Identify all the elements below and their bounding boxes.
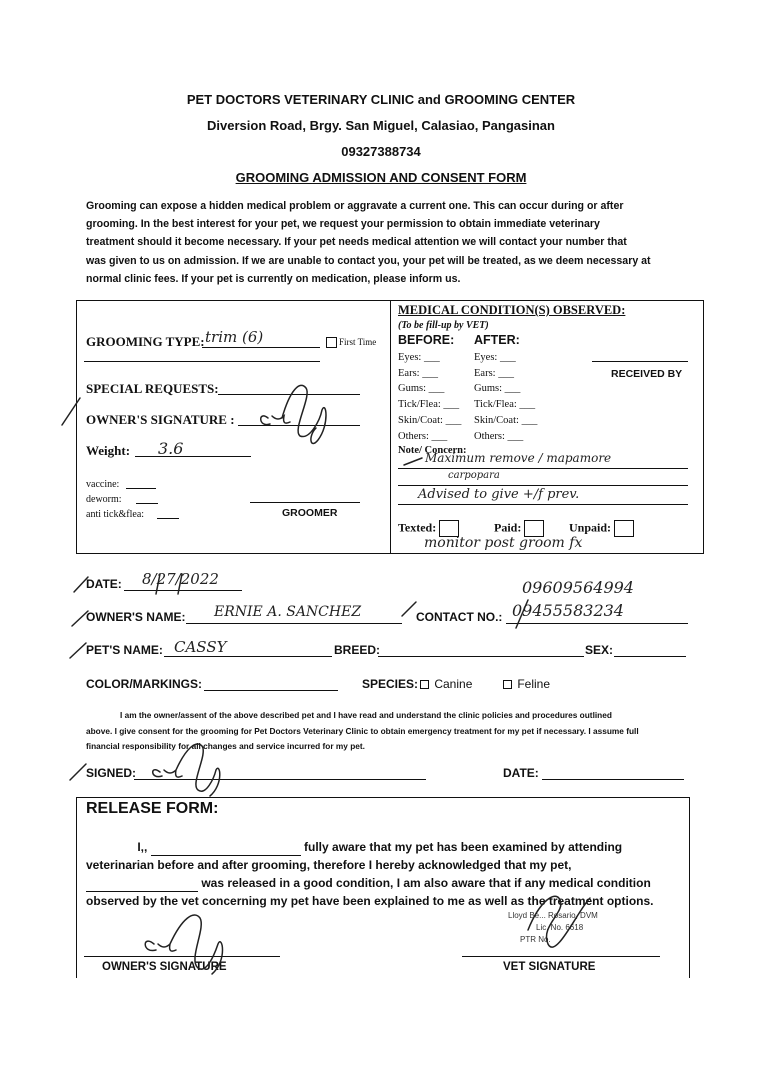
check-mark	[62, 398, 80, 425]
before-item: Ears: ___	[398, 367, 438, 379]
grooming-type-label: GROOMING TYPE:	[86, 334, 205, 349]
release-line-1b: fully aware that my pet has been examined by attending	[304, 840, 623, 854]
first-time-label: First Time	[339, 337, 377, 347]
vaccine-label: vaccine:	[86, 479, 120, 490]
strike-mark	[404, 458, 422, 465]
special-requests-label: SPECIAL REQUESTS:	[86, 381, 219, 396]
after-item: Skin/Coat: ___	[474, 414, 538, 426]
clinic-name: PET DOCTORS VETERINARY CLINIC and GROOMING CENTER	[186, 92, 576, 107]
note-line-3: Advised to give +/f prev.	[418, 487, 580, 502]
owner-name-label: OWNER'S NAME:	[86, 610, 186, 624]
vet-signature-label: VET SIGNATURE	[503, 961, 596, 973]
species-label: SPECIES:	[362, 677, 419, 691]
before-label: BEFORE:	[398, 333, 455, 347]
stamp-ptr: PTR No.	[520, 935, 551, 944]
stamp-license: Lic. No. 6618	[536, 923, 584, 932]
contact-value-2: 09455583234	[512, 601, 624, 620]
before-item: Gums: ___	[398, 383, 445, 395]
canine-label: Canine	[434, 677, 473, 691]
intro-line: normal clinic fees. If your pet is currently on medication, please inform us.	[86, 272, 461, 285]
intro-line: Grooming can expose a hidden medical problem or aggravate a current one. This can occur during or after	[86, 200, 624, 212]
antitick-label: anti tick&flea:	[86, 509, 145, 520]
pet-name-label: PET'S NAME:	[86, 643, 163, 657]
form-title: GROOMING ADMISSION AND CONSENT FORM	[235, 170, 527, 185]
stamp-name: Lloyd Be... Rosario, DVM	[508, 911, 598, 920]
after-item: Eyes: ___	[474, 352, 516, 363]
weight-value: 3.6	[158, 439, 184, 458]
color-label: COLOR/MARKINGS:	[86, 677, 202, 691]
after-item: Ears: ___	[474, 367, 514, 379]
contact-label: CONTACT NO.:	[416, 610, 503, 624]
after-item: Tick/Flea: ___	[474, 399, 536, 411]
release-line: veterinarian before and after grooming, therefore I hereby acknowledged that my pet,	[86, 858, 572, 872]
consent-date-label: DATE:	[503, 766, 539, 780]
consent-line: above. I give consent for the grooming for Pet Doctors Veterinary Clinic to obtain emergency treatment for my pet if necessary. I assume full	[86, 725, 639, 736]
intro-line: treatment should it become necessary. If your pet needs medical attention we will contact your number that	[86, 236, 627, 249]
before-item: Eyes: ___	[398, 352, 440, 363]
note-line-2: carpopara	[448, 470, 500, 481]
groomer-label: GROOMER	[282, 507, 338, 519]
before-item: Tick/Flea: ___	[398, 399, 460, 411]
release-line: observed by the vet concerning my pet have been explained to me as well as the treatment options.	[86, 894, 654, 908]
feline-label: Feline	[517, 677, 551, 691]
before-item: Skin/Coat: ___	[398, 414, 462, 426]
consent-line: financial responsibility for all changes and service incurred for my pet.	[86, 741, 365, 751]
check-mark	[72, 611, 88, 626]
pet-name-value: CASSY	[174, 638, 227, 656]
owner-signature-label: OWNER'S SIGNATURE :	[86, 412, 235, 427]
clinic-phone: 09327388734	[341, 144, 421, 159]
check-mark	[402, 602, 416, 616]
date-slashes	[156, 574, 182, 594]
release-line-3: was released in a good condition, I am also aware that if any medical condition	[201, 876, 651, 890]
owner-signature-scribble	[261, 385, 326, 443]
date-label: DATE:	[86, 577, 122, 591]
owner-signature-release-label: OWNER'S SIGNATURE	[102, 961, 227, 973]
note-line-1: Maximum remove / mapamore	[425, 451, 612, 465]
check-mark	[74, 577, 88, 592]
signed-label: SIGNED:	[86, 766, 137, 780]
grooming-type-value: trim (6)	[205, 328, 264, 346]
signed-scribble	[153, 744, 220, 796]
sex-label: SEX:	[585, 643, 614, 657]
paid-label: Paid:	[494, 520, 522, 535]
consent-line: I am the owner/assent of the above described pet and I have read and understand the clinic policies and procedures outlined	[120, 710, 612, 720]
intro-line: grooming. In the best interest for your pet, we request your permission to obtain immediate veterinary	[86, 218, 600, 231]
date-value: 8/27/2022	[142, 570, 219, 588]
note-label: Note/ Concern:	[398, 445, 467, 456]
texted-label: Texted:	[398, 520, 437, 535]
owner-name-value: ERNIE A. SANCHEZ	[214, 604, 362, 620]
release-line: I,, fully aware that my pet has been examined by attending	[137, 840, 623, 854]
received-by-label: RECEIVED BY	[611, 368, 683, 380]
breed-label: BREED:	[334, 643, 381, 657]
deworm-label: deworm:	[86, 494, 122, 505]
release-owner-scribble	[145, 915, 222, 974]
unpaid-label: Unpaid:	[569, 520, 612, 535]
before-item: Others: ___	[398, 430, 448, 442]
weight-label: Weight:	[86, 443, 131, 458]
contact-value-1: 09609564994	[522, 578, 634, 597]
clinic-address: Diversion Road, Brgy. San Miguel, Calasiao, Pangasinan	[207, 118, 555, 133]
contact-bracket	[516, 600, 528, 628]
vet-subtitle: (To be fill-up by VET)	[398, 320, 489, 331]
after-item: Others: ___	[474, 430, 524, 442]
check-mark	[70, 643, 86, 658]
medical-condition-title: MEDICAL CONDITION(S) OBSERVED:	[398, 303, 626, 317]
intro-line: was given to us on admission. If we are unable to contact you, your pet will be treated, as we deem necessary at	[86, 254, 651, 267]
release-title: RELEASE FORM:	[86, 800, 219, 817]
check-mark	[70, 764, 86, 780]
note-line-4: monitor post groom fx	[424, 535, 583, 551]
after-label: AFTER:	[474, 333, 520, 347]
after-item: Gums: ___	[474, 383, 521, 395]
vet-signature-scribble	[528, 896, 590, 947]
